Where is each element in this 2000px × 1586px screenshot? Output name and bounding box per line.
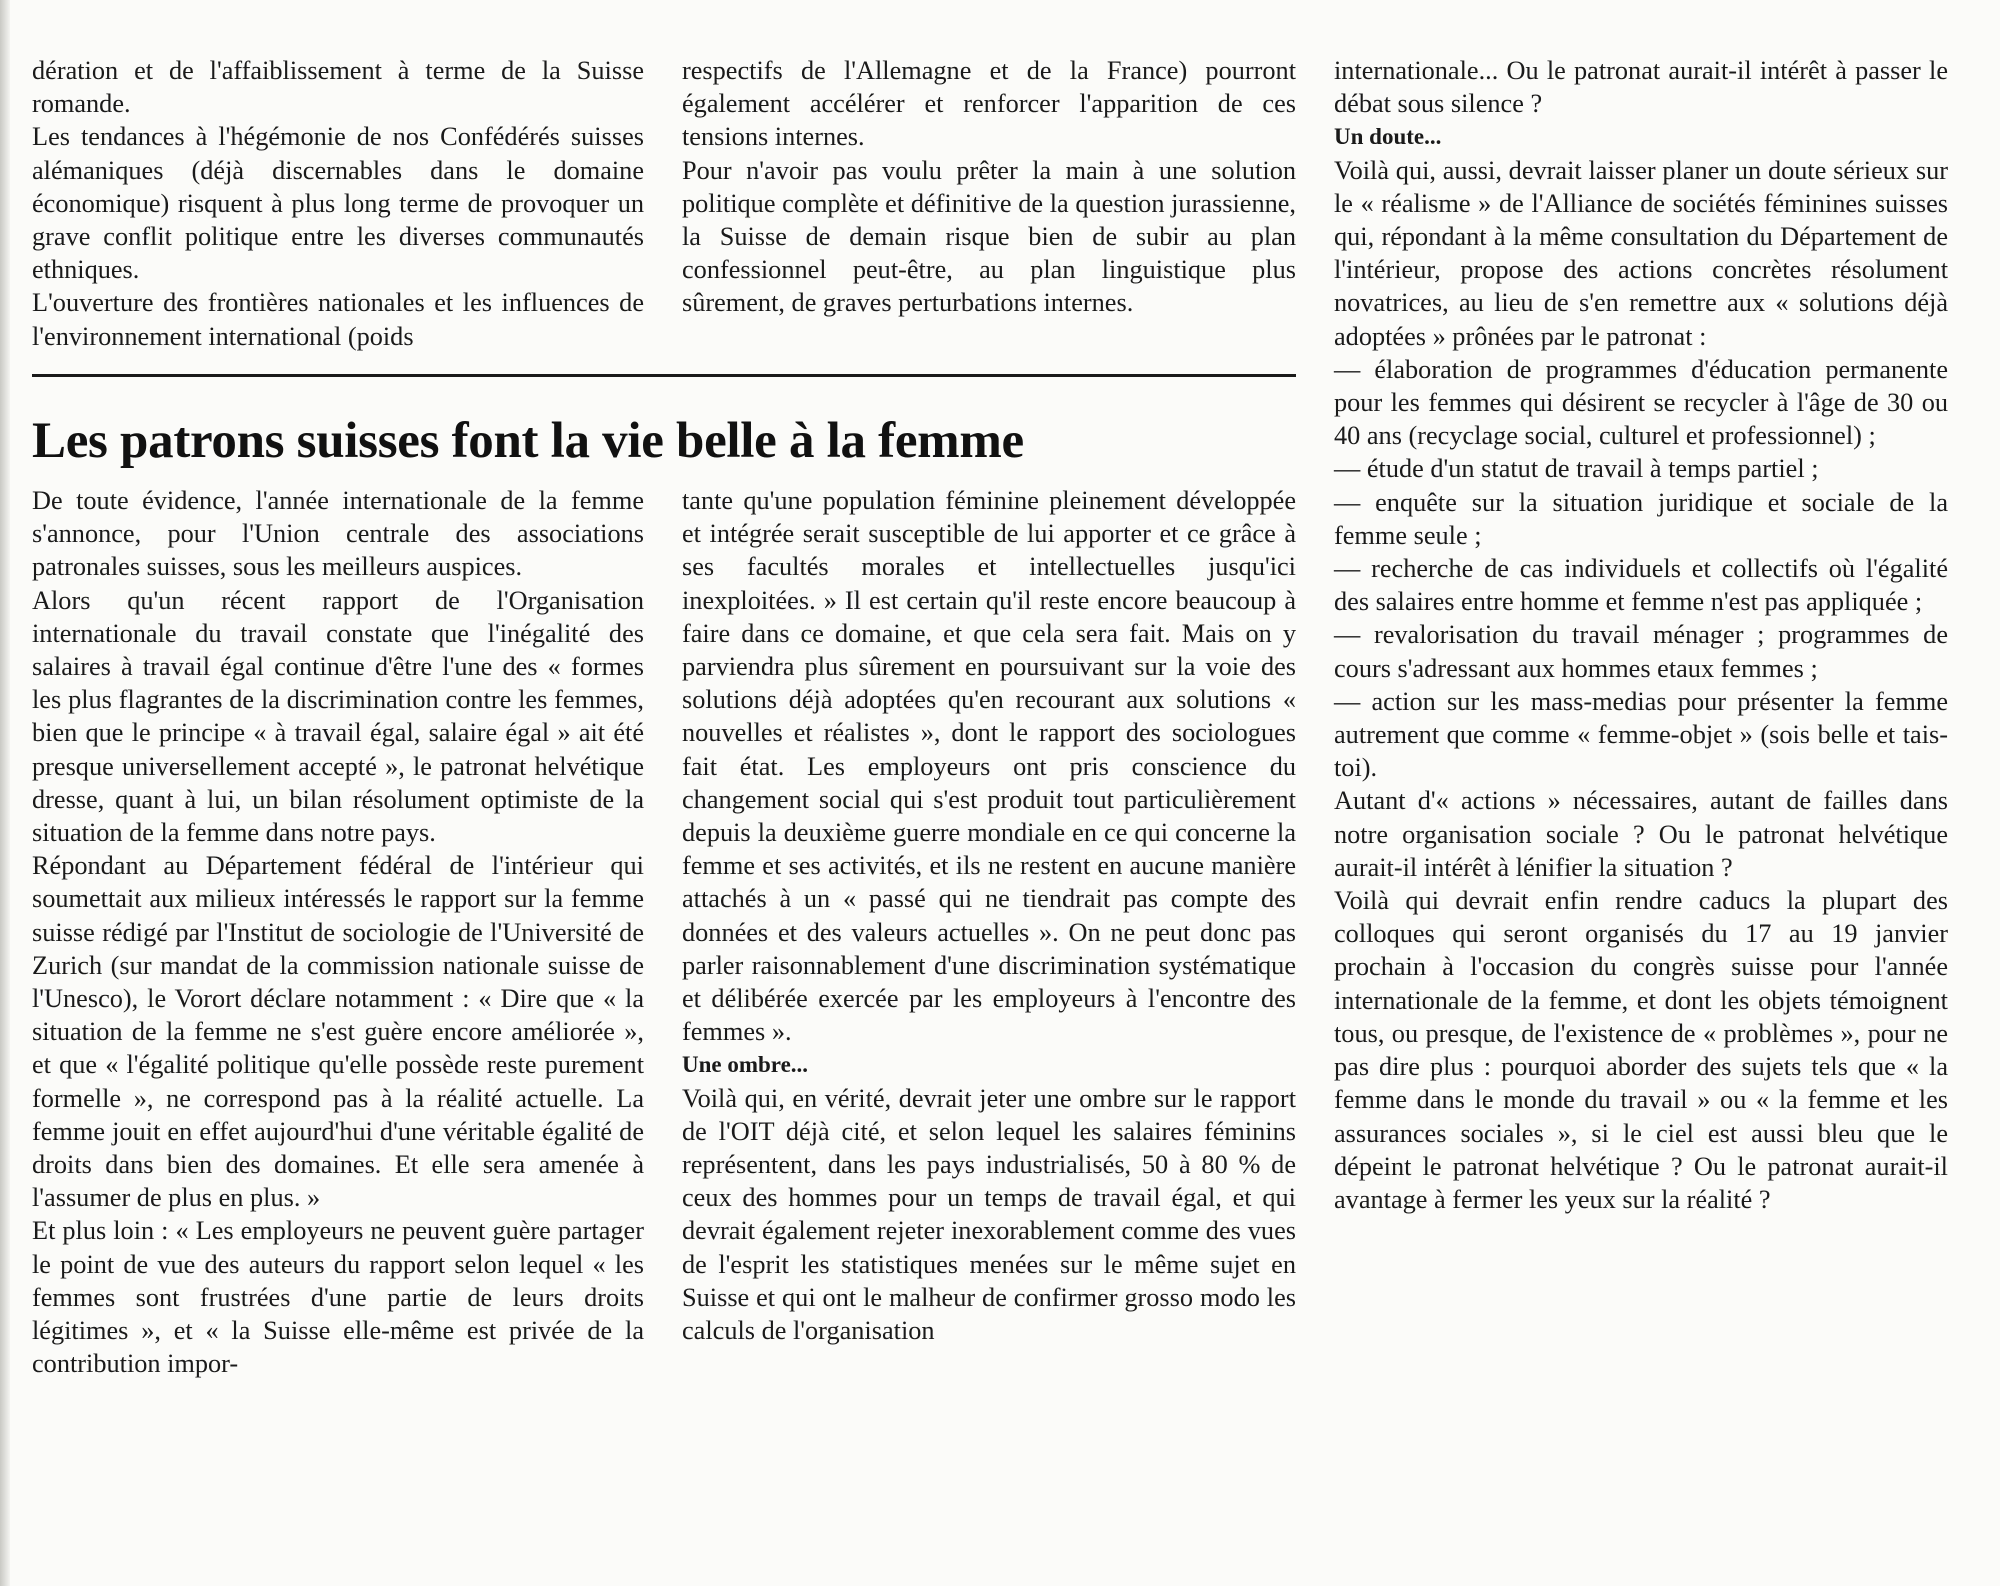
paragraph: Autant d'« actions » nécessaires, autant de failles dans notre organisation sociale ? Ou le patronat helvétique aurait-il intérêt à lénifier la situation ? [1334,786,1948,882]
paragraph: Voilà qui, aussi, devrait laisser planer un doute sérieux sur le « réalisme » de l'Alliance de sociétés féminines suisses qui, répondant à la même consultation du Département de l'intérieur, propose des actions concrètes résolument novatrices, au lieu de s'en remettre aux « solutions déjà adoptées » prônées par le patronat : [1334,155,1948,351]
paragraph: internationale... Ou le patronat aurait-il intérêt à passer le débat sous silence ? [1334,56,1948,119]
list-item: — élaboration de programmes d'éducation permanente pour les femmes qui désirent se recycler à l'âge de 30 ou 40 ans (recyclage social, culturel et professionnel) ; [1334,354,1948,451]
paragraph: Et plus loin : « Les employeurs ne peuvent guère partager le point de vue des auteurs du rapport selon lequel « les femmes sont frustrées d'une partie de leurs droits légitimes », et « la Suisse elle-même est privée de la contribution impor- [32,1216,644,1379]
paragraph: De toute évidence, l'année internationale de la femme s'annonce, pour l'Union centrale des associations patronales suisses, sous les meilleurs auspices. [32,486,644,582]
top-column-1 [32,54,644,353]
paragraph: Alors qu'un récent rapport de l'Organisation internationale du travail constate que l'inégalité des salaires à travail égal continue d'être l'une des « formes les plus flagrantes de la discrimination contre les femmes, bien que le principe « à travail égal, salaire égal » ait été presque universellement accepté », le patronat helvétique dresse, quant à lui, un bilan résolument optimiste de la situation de la femme dans notre pays. [32,585,644,848]
subheading-un-doute: Un doute... [1334,124,1442,150]
page-binding-edge [0,0,10,1586]
paragraph: L'ouverture des frontières nationales et les influences de l'environnement international (poids [32,288,644,351]
subheading-une-ombre: Une ombre... [682,1052,809,1078]
list-item: — action sur les mass-medias pour présenter la femme autrement que comme « femme-objet » (sois belle et tais-toi). [1334,686,1948,783]
paragraph: tante qu'une population féminine pleinement développée et intégrée serait susceptible de lui apporter et ce grâce à ses facultés morales et intellectuelles jusqu'ici inexploitées. » Il est certain qu'il reste encore beaucoup à faire dans ce domaine, et que cela sera fait. Mais on y parviendra plus sûrement en poursuivant sur la voie des solutions déjà adoptées qu'en recourant aux solutions « nouvelles et réalistes », dont le rapport des sociologues fait état. Les employeurs ont pris conscience du changement social qui s'est produit tout particulièrement depuis la deuxième guerre mondiale en ce qui concerne la femme et ses activités, et ils ne restent en aucune manière attachés à un « passé qui ne tiendrait pas compte des données et des valeurs actuelles ». On ne peut donc pas parler raisonnablement d'une discrimination systématique et délibérée exercée par les employeurs à l'encontre des femmes ». [682,486,1296,1047]
list-item: — enquête sur la situation juridique et sociale de la femme seule ; [1334,487,1948,550]
paragraph: Les tendances à l'hégémonie de nos Confédérés suisses alémaniques (déjà discernables dans le domaine économique) risquent à plus long terme de provoquer un grave conflit politique entre les diverses communautés ethniques. [32,122,644,285]
paragraph: Voilà qui, en vérité, devrait jeter une ombre sur le rapport de l'OIT déjà cité, et selon lequel les salaires féminins représentent, dans les pays industrialisés, 50 à 80 % de ceux des hommes pour un temps de travail égal, et qui devrait également rejeter inexorablement comme des vues de l'esprit les statistiques menées sur le même sujet en Suisse et qui ont le malheur de confirmer grosso modo les calculs de l'organisation [682,1083,1296,1346]
list-item: — revalorisation du travail ménager ; programmes de cours s'adressant aux hommes etaux femmes ; [1334,620,1948,683]
paragraph: respectifs de l'Allemagne et de la France) pourront également accélérer et renforcer l'apparition de ces tensions internes. [682,56,1296,152]
paragraph: Pour n'avoir pas voulu prêter la main à une solution politique complète et définitive de la question jurassienne, la Suisse de demain risque bien de subir au plan confessionnel peut-être, au plan linguistique plus sûrement, de graves perturbations internes. [682,155,1296,318]
list-item: — étude d'un statut de travail à temps partiel ; [1334,454,1819,484]
article-column-2 [682,484,1296,1347]
top-column-2 [682,54,1296,320]
article-column-3 [1334,54,1948,1216]
paragraph: Voilà qui devrait enfin rendre caducs la plupart des colloques qui seront organisés du 17 au 19 janvier prochain à l'occasion du congrès suisse pour l'année internationale de la femme, et dont les objets témoignent tous, ou presque, de l'existence de « problèmes », pour ne pas dire plus : pourquoi aborder des sujets tels que « la femme dans le monde du travail » ou « la femme et les assurances sociales », si le ciel est aussi bleu que le dépeint le patronat helvétique ? Ou le patronat aurait-il avantage à fermer les yeux sur la réalité ? [1334,886,1948,1214]
paragraph: Répondant au Département fédéral de l'intérieur qui soumettait aux milieux intéressés le rapport sur la femme suisse rédigé par l'Institut de sociologie de l'Université de Zurich (sur mandat de la commission nationale suisse de l'Unesco), le Vorort déclare notamment : « Dire que « la situation de la femme ne s'est guère encore améliorée », et que « l'égalité politique qu'elle possède reste purement formelle », ne correspond pas à la réalité actuelle. La femme jouit en effet aujourd'hui d'une véritable égalité de droits dans bien des domaines. Et elle sera amenée à l'assumer de plus en plus. » [32,851,644,1213]
list-item: — recherche de cas individuels et collectifs où l'égalité des salaires entre homme et femme n'est pas appliquée ; [1334,554,1948,617]
article-headline: Les patrons suisses font la vie belle à la femme [32,413,1024,469]
article-column-1 [32,484,644,1380]
paragraph: dération et de l'affaiblissement à terme de la Suisse romande. [32,56,644,119]
section-divider [32,374,1296,377]
